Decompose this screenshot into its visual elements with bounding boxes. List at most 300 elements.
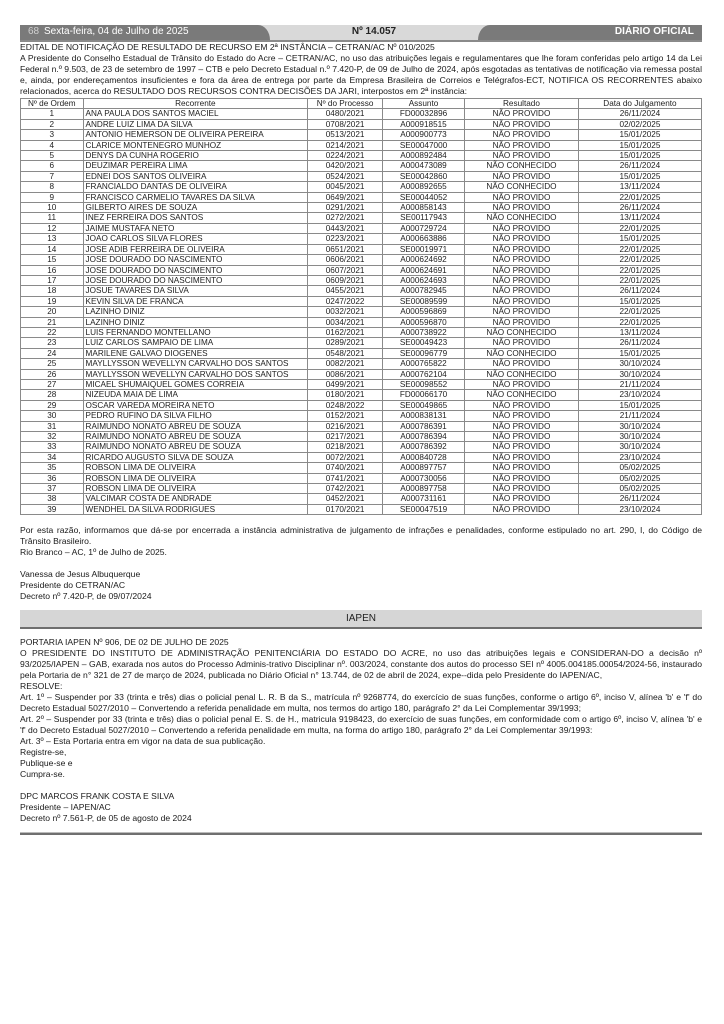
cell-resultado: NÃO PROVIDO	[465, 421, 579, 431]
cell-recorrente: JOSE DOURADO DO NASCIMENTO	[83, 255, 308, 265]
cell-data: 23/10/2024	[578, 390, 701, 400]
table-row	[21, 473, 702, 483]
cell-processo: 0513/2021	[308, 130, 383, 140]
cell-ordem: 26	[21, 369, 84, 379]
cell-ordem: 7	[21, 171, 84, 181]
cell-processo: 0223/2021	[308, 234, 383, 244]
bottom-divider	[20, 832, 702, 835]
cell-resultado: NÃO PROVIDO	[465, 130, 579, 140]
cell-ordem: 31	[21, 421, 84, 431]
cell-recorrente: EDNEI DOS SANTOS OLIVEIRA	[83, 171, 308, 181]
cell-processo: 0289/2021	[308, 338, 383, 348]
cell-resultado: NÃO PROVIDO	[465, 203, 579, 213]
cell-assunto: A000738922	[383, 327, 465, 337]
cell-resultado: NÃO CONHECIDO	[465, 369, 579, 379]
cell-processo: 0455/2021	[308, 286, 383, 296]
table-row	[21, 286, 702, 296]
table-row	[21, 307, 702, 317]
cell-data: 26/11/2024	[578, 161, 701, 171]
col-header-data: Data do Julgamento	[578, 99, 701, 109]
cell-resultado: NÃO PROVIDO	[465, 171, 579, 181]
table-row	[21, 182, 702, 192]
cell-recorrente: ROBSON LIMA DE OLIVEIRA	[83, 463, 308, 473]
cell-recorrente: JOAO CARLOS SILVA FLORES	[83, 234, 308, 244]
cell-data: 22/01/2025	[578, 255, 701, 265]
iapen-signatory-role: Presidente – IAPEN/AC	[20, 802, 111, 813]
cell-assunto: FD00032896	[383, 109, 465, 119]
cell-resultado: NÃO PROVIDO	[465, 463, 579, 473]
closing-paragraph: Por esta razão, informamos que dá-se por encerrada a instância administrativa de julgamento de infrações e penalidades, conforme estipulado no art. 290, I, do Código de Trânsito Brasileiro.	[20, 525, 702, 547]
cell-assunto: A000786391	[383, 421, 465, 431]
portaria-article-2: Art. 2º – Suspender por 33 (trinta e três) dias o policial penal E. S. de H., matricula 9198423, do exercício de suas funções, em conformidade com o artigo 6º, inciso V, alínea 'b' e 'f' do Decreto Estadual 5027/2010 – Convertendo a referida penalidade em multa, na forma do artigo 180, parágrafo 2° da Lei Complementar 39/1993:	[20, 714, 702, 736]
cell-resultado: NÃO PROVIDO	[465, 255, 579, 265]
cell-data: 05/02/2025	[578, 473, 701, 483]
cell-data: 22/01/2025	[578, 275, 701, 285]
cell-processo: 0034/2021	[308, 317, 383, 327]
table-row	[21, 223, 702, 233]
iapen-signatory-decree: Decreto nº 7.561-P, de 05 de agosto de 2024	[20, 813, 192, 824]
cell-data: 22/01/2025	[578, 223, 701, 233]
cell-recorrente: MARILENE GALVAO DIOGENES	[83, 348, 308, 358]
table-row	[21, 379, 702, 389]
cell-ordem: 22	[21, 327, 84, 337]
cell-processo: 0607/2021	[308, 265, 383, 275]
cell-assunto: SE00098552	[383, 379, 465, 389]
cell-processo: 0086/2021	[308, 369, 383, 379]
col-header-processo: Nº do Processo	[308, 99, 383, 109]
table-row	[21, 130, 702, 140]
cell-ordem: 27	[21, 379, 84, 389]
cell-recorrente: ROBSON LIMA DE OLIVEIRA	[83, 473, 308, 483]
cell-ordem: 25	[21, 359, 84, 369]
cell-recorrente: ROBSON LIMA DE OLIVEIRA	[83, 484, 308, 494]
closing-registre: Registre-se,	[20, 747, 67, 758]
cell-data: 21/11/2024	[578, 411, 701, 421]
cell-assunto: SE00049423	[383, 338, 465, 348]
cell-ordem: 3	[21, 130, 84, 140]
cell-assunto: SE00047000	[383, 140, 465, 150]
publication-date: Sexta-feira, 04 de Julho de 2025	[44, 26, 189, 37]
iapen-signatory-name: DPC MARCOS FRANK COSTA E SILVA	[20, 791, 175, 802]
portaria-article-3: Art. 3º – Esta Portaria entra em vigor na data de sua publicação.	[20, 736, 266, 747]
cell-processo: 0291/2021	[308, 203, 383, 213]
cell-processo: 0152/2021	[308, 411, 383, 421]
cell-recorrente: JOSUE TAVARES DA SILVA	[83, 286, 308, 296]
cell-recorrente: LAZINHO DINIZ	[83, 317, 308, 327]
cell-assunto: SE00089599	[383, 296, 465, 306]
edital-title: EDITAL DE NOTIFICAÇÃO DE RESULTADO DE RECURSO EM 2ª INSTÂNCIA – CETRAN/AC Nº 010/2025	[20, 42, 435, 52]
cell-assunto: SE00019971	[383, 244, 465, 254]
cell-data: 21/11/2024	[578, 379, 701, 389]
cell-recorrente: RAIMUNDO NONATO ABREU DE SOUZA	[83, 421, 308, 431]
cell-resultado: NÃO PROVIDO	[465, 452, 579, 462]
cell-assunto: A000473089	[383, 161, 465, 171]
cell-assunto: A000730056	[383, 473, 465, 483]
cell-assunto: A000858143	[383, 203, 465, 213]
cell-processo: 0180/2021	[308, 390, 383, 400]
table-row	[21, 432, 702, 442]
cell-assunto: A000624692	[383, 255, 465, 265]
cell-recorrente: WENDHEL DA SILVA RODRIGUES	[83, 504, 308, 514]
table-row	[21, 442, 702, 452]
cell-assunto: A000786394	[383, 432, 465, 442]
cell-ordem: 15	[21, 255, 84, 265]
header-underline	[20, 40, 702, 42]
table-row	[21, 390, 702, 400]
cell-assunto: A000729724	[383, 223, 465, 233]
cell-assunto: SE00044052	[383, 192, 465, 202]
cell-recorrente: RAIMUNDO NONATO ABREU DE SOUZA	[83, 442, 308, 452]
cell-data: 26/11/2024	[578, 109, 701, 119]
table-row	[21, 327, 702, 337]
cell-processo: 0741/2021	[308, 473, 383, 483]
cell-recorrente: JOSE DOURADO DO NASCIMENTO	[83, 265, 308, 275]
cell-processo: 0162/2021	[308, 327, 383, 337]
cell-recorrente: PEDRO RUFINO DA SILVA FILHO	[83, 411, 308, 421]
cell-data: 26/11/2024	[578, 494, 701, 504]
col-header-ordem: Nº de Ordem	[21, 99, 84, 109]
cell-recorrente: MAYLLYSSON WEVELLYN CARVALHO DOS SANTOS	[83, 359, 308, 369]
cell-recorrente: NIZEUDA MAIA DE LIMA	[83, 390, 308, 400]
cell-processo: 0045/2021	[308, 182, 383, 192]
cell-data: 22/01/2025	[578, 307, 701, 317]
cell-ordem: 13	[21, 234, 84, 244]
table-row	[21, 265, 702, 275]
cell-ordem: 20	[21, 307, 84, 317]
cetran-closing	[20, 525, 702, 602]
edition-number: Nº 14.057	[351, 26, 397, 37]
cell-resultado: NÃO PROVIDO	[465, 265, 579, 275]
cell-ordem: 35	[21, 463, 84, 473]
cell-processo: 0214/2021	[308, 140, 383, 150]
cell-assunto: A000624693	[383, 275, 465, 285]
cell-data: 15/01/2025	[578, 348, 701, 358]
table-row	[21, 338, 702, 348]
cell-recorrente: ANTONIO HEMERSON DE OLIVEIRA PEREIRA	[83, 130, 308, 140]
cell-data: 15/01/2025	[578, 140, 701, 150]
table-row	[21, 213, 702, 223]
cell-data: 15/01/2025	[578, 234, 701, 244]
results-table-body	[21, 109, 702, 515]
cell-ordem: 18	[21, 286, 84, 296]
cell-data: 23/10/2024	[578, 504, 701, 514]
cell-data: 30/10/2024	[578, 442, 701, 452]
cell-processo: 0609/2021	[308, 275, 383, 285]
cell-data: 23/10/2024	[578, 452, 701, 462]
section-header-iapen: IAPEN	[20, 610, 702, 629]
cell-ordem: 11	[21, 213, 84, 223]
cell-ordem: 32	[21, 432, 84, 442]
cell-resultado: NÃO PROVIDO	[465, 151, 579, 161]
cell-recorrente: ANA PAULA DOS SANTOS MACIEL	[83, 109, 308, 119]
table-row	[21, 151, 702, 161]
table-row	[21, 171, 702, 181]
portaria-title: PORTARIA IAPEN Nº 906, DE 02 DE JULHO DE 2025	[20, 637, 229, 648]
cell-data: 15/01/2025	[578, 130, 701, 140]
cell-resultado: NÃO PROVIDO	[465, 275, 579, 285]
cell-resultado: NÃO CONHECIDO	[465, 348, 579, 358]
cell-recorrente: FRANCIALDO DANTAS DE OLIVEIRA	[83, 182, 308, 192]
cell-recorrente: JOSE DOURADO DO NASCIMENTO	[83, 275, 308, 285]
cell-assunto: A000840728	[383, 452, 465, 462]
col-header-recorrente: Recorrente	[83, 99, 308, 109]
cell-assunto: FD00066170	[383, 390, 465, 400]
cell-resultado: NÃO PROVIDO	[465, 223, 579, 233]
table-row	[21, 369, 702, 379]
cell-data: 13/11/2024	[578, 213, 701, 223]
cell-recorrente: MICAEL SHUMAIQUEL GOMES CORREIA	[83, 379, 308, 389]
cell-resultado: NÃO PROVIDO	[465, 317, 579, 327]
cell-processo: 0524/2021	[308, 171, 383, 181]
cell-ordem: 37	[21, 484, 84, 494]
iapen-section	[20, 637, 702, 824]
cell-recorrente: RAIMUNDO NONATO ABREU DE SOUZA	[83, 432, 308, 442]
cell-data: 05/02/2025	[578, 484, 701, 494]
cell-data: 26/11/2024	[578, 286, 701, 296]
cell-data: 22/01/2025	[578, 265, 701, 275]
table-row	[21, 484, 702, 494]
cell-recorrente: LAZINHO DINIZ	[83, 307, 308, 317]
cell-processo: 0742/2021	[308, 484, 383, 494]
table-row	[21, 411, 702, 421]
cell-resultado: NÃO PROVIDO	[465, 411, 579, 421]
cell-assunto: A000900773	[383, 130, 465, 140]
cell-ordem: 29	[21, 400, 84, 410]
table-row	[21, 119, 702, 129]
table-row	[21, 140, 702, 150]
cell-data: 22/01/2025	[578, 192, 701, 202]
cell-processo: 0217/2021	[308, 432, 383, 442]
table-row	[21, 275, 702, 285]
cell-resultado: NÃO CONHECIDO	[465, 327, 579, 337]
cell-ordem: 24	[21, 348, 84, 358]
cell-ordem: 9	[21, 192, 84, 202]
table-row	[21, 234, 702, 244]
cell-recorrente: GILBERTO AIRES DE SOUZA	[83, 203, 308, 213]
document-page	[20, 25, 702, 835]
cell-processo: 0072/2021	[308, 452, 383, 462]
cell-data: 13/11/2024	[578, 327, 701, 337]
cell-assunto: A000731161	[383, 494, 465, 504]
cell-assunto: A000918515	[383, 119, 465, 129]
cell-data: 30/10/2024	[578, 432, 701, 442]
cell-resultado: NÃO CONHECIDO	[465, 213, 579, 223]
cell-processo: 0272/2021	[308, 213, 383, 223]
table-row	[21, 255, 702, 265]
cell-recorrente: CLARICE MONTENEGRO MUNHOZ	[83, 140, 308, 150]
cell-ordem: 8	[21, 182, 84, 192]
cell-resultado: NÃO PROVIDO	[465, 432, 579, 442]
cell-ordem: 28	[21, 390, 84, 400]
cell-resultado: NÃO PROVIDO	[465, 379, 579, 389]
edital-intro: A Presidente do Conselho Estadual de Trânsito do Estado do Acre – CETRAN/AC, no uso das atribuições legais e regulamentares que lhe foram conferidas pelo artigo 14 da Lei Federal n.º 9.503, de 23 de setembro de 1997 – CTB e pelo Decreto Estadual n.º 7.420-P, de 09 de Julho de 2024, após esgotadas as tentativas de notificação via remessa postal e, ainda, por endereçamentos insuficientes e fora da área de entrega por parte da Empresa Brasileira de Correios e Telégrafos-ECT, NOTIFICA OS RECORRENTES abaixo relacionados, acerca do RESULTADO DOS RECURSOS CONTRA DECISÕES DA JARI, interpostos em 2ª instância:	[20, 53, 702, 96]
cell-assunto: A000897757	[383, 463, 465, 473]
table-row	[21, 161, 702, 171]
cell-recorrente: LUIZ CARLOS SAMPAIO DE LIMA	[83, 338, 308, 348]
closing-cumpra: Cumpra-se.	[20, 769, 65, 780]
signatory-role: Presidente do CETRAN/AC	[20, 580, 126, 591]
cell-assunto: A000663886	[383, 234, 465, 244]
cell-processo: 0606/2021	[308, 255, 383, 265]
cell-processo: 0248/2022	[308, 400, 383, 410]
closing-place-date: Rio Branco – AC, 1º de Julho de 2025.	[20, 547, 167, 558]
col-header-assunto: Assunto	[383, 99, 465, 109]
table-row	[21, 359, 702, 369]
cell-assunto: A000786392	[383, 442, 465, 452]
cell-recorrente: JOSE ADIB FERREIRA DE OLIVEIRA	[83, 244, 308, 254]
journal-name: DIÁRIO OFICIAL	[614, 26, 694, 37]
cell-ordem: 36	[21, 473, 84, 483]
cell-processo: 0499/2021	[308, 379, 383, 389]
cell-ordem: 5	[21, 151, 84, 161]
cell-resultado: NÃO PROVIDO	[465, 442, 579, 452]
cell-recorrente: LUIS FERNANDO MONTELLANO	[83, 327, 308, 337]
cell-assunto: A000596869	[383, 307, 465, 317]
cell-processo: 0548/2021	[308, 348, 383, 358]
cell-recorrente: DENYS DA CUNHA ROGERIO	[83, 151, 308, 161]
table-row	[21, 348, 702, 358]
cell-data: 13/11/2024	[578, 182, 701, 192]
cell-resultado: NÃO PROVIDO	[465, 473, 579, 483]
table-row	[21, 504, 702, 514]
cell-resultado: NÃO CONHECIDO	[465, 161, 579, 171]
cell-resultado: NÃO PROVIDO	[465, 359, 579, 369]
cell-assunto: A000892484	[383, 151, 465, 161]
cell-assunto: SE00042860	[383, 171, 465, 181]
signatory-name: Vanessa de Jesus Albuquerque	[20, 569, 141, 580]
cell-resultado: NÃO CONHECIDO	[465, 182, 579, 192]
cell-resultado: NÃO PROVIDO	[465, 192, 579, 202]
cell-data: 15/01/2025	[578, 400, 701, 410]
cell-ordem: 33	[21, 442, 84, 452]
col-header-resultado: Resultado	[465, 99, 579, 109]
portaria-intro: O PRESIDENTE DO INSTITUTO DE ADMINISTRAÇÃO PENITENCIÁRIA DO ESTADO DO ACRE, no uso das atribuições legais e CONSIDERAN-DO a decisão nº 93/2025/IAPEN – GAB, exarada nos autos do Processo Adminis-trativo Disciplinar nº. 003/2024, constante dos autos do processo SEI nº 4005.004185.00054/2024-56, instaurado pela Portaria de n° 321 de 27 de março de 2024, publicada no Diário Oficial n° 13.744, de 02 de abril de 2024, expe--dida pelo Presidente do IAPEN/AC,	[20, 648, 702, 681]
cell-ordem: 23	[21, 338, 84, 348]
cell-ordem: 1	[21, 109, 84, 119]
cell-recorrente: DEUZIMAR PEREIRA LIMA	[83, 161, 308, 171]
cell-resultado: NÃO PROVIDO	[465, 504, 579, 514]
cell-recorrente: ANDRE LUIZ LIMA DA SILVA	[83, 119, 308, 129]
cell-data: 26/11/2024	[578, 203, 701, 213]
cell-data: 22/01/2025	[578, 244, 701, 254]
cell-resultado: NÃO PROVIDO	[465, 234, 579, 244]
cell-assunto: A000762104	[383, 369, 465, 379]
cell-ordem: 10	[21, 203, 84, 213]
cell-resultado: NÃO PROVIDO	[465, 307, 579, 317]
cell-resultado: NÃO PROVIDO	[465, 119, 579, 129]
table-row	[21, 192, 702, 202]
cell-ordem: 14	[21, 244, 84, 254]
cell-ordem: 30	[21, 411, 84, 421]
cell-processo: 0452/2021	[308, 494, 383, 504]
cell-resultado: NÃO PROVIDO	[465, 296, 579, 306]
cell-resultado: NÃO PROVIDO	[465, 140, 579, 150]
cell-resultado: NÃO PROVIDO	[465, 400, 579, 410]
cell-resultado: NÃO PROVIDO	[465, 484, 579, 494]
cell-ordem: 19	[21, 296, 84, 306]
cell-resultado: NÃO CONHECIDO	[465, 390, 579, 400]
cell-processo: 0224/2021	[308, 151, 383, 161]
table-row	[21, 452, 702, 462]
cell-data: 30/10/2024	[578, 359, 701, 369]
cell-resultado: NÃO PROVIDO	[465, 338, 579, 348]
cell-processo: 0708/2021	[308, 119, 383, 129]
table-row	[21, 421, 702, 431]
cell-ordem: 39	[21, 504, 84, 514]
cell-assunto: A000897758	[383, 484, 465, 494]
cell-recorrente: MAYLLYSSON WEVELLYN CARVALHO DOS SANTOS	[83, 369, 308, 379]
table-row	[21, 296, 702, 306]
cell-ordem: 6	[21, 161, 84, 171]
cell-assunto: A000624691	[383, 265, 465, 275]
cell-resultado: NÃO PROVIDO	[465, 109, 579, 119]
cell-data: 30/10/2024	[578, 369, 701, 379]
cell-recorrente: JAIME MUSTAFA NETO	[83, 223, 308, 233]
cell-processo: 0649/2021	[308, 192, 383, 202]
cell-assunto: A000892655	[383, 182, 465, 192]
cell-ordem: 17	[21, 275, 84, 285]
cell-processo: 0082/2021	[308, 359, 383, 369]
cell-processo: 0247/2022	[308, 296, 383, 306]
cell-data: 15/01/2025	[578, 171, 701, 181]
cell-assunto: A000765822	[383, 359, 465, 369]
cell-resultado: NÃO PROVIDO	[465, 494, 579, 504]
cell-recorrente: OSCAR VAREDA MOREIRA NETO	[83, 400, 308, 410]
cell-ordem: 16	[21, 265, 84, 275]
cell-data: 15/01/2025	[578, 151, 701, 161]
cell-recorrente: VALCIMAR COSTA DE ANDRADE	[83, 494, 308, 504]
cetran-section	[20, 42, 702, 97]
cell-ordem: 2	[21, 119, 84, 129]
cell-recorrente: KEVIN SILVA DE FRANCA	[83, 296, 308, 306]
cell-assunto: A000838131	[383, 411, 465, 421]
table-header-row	[21, 99, 702, 109]
cell-processo: 0443/2021	[308, 223, 383, 233]
cell-processo: 0740/2021	[308, 463, 383, 473]
cell-resultado: NÃO PROVIDO	[465, 286, 579, 296]
table-row	[21, 203, 702, 213]
cell-data: 22/01/2025	[578, 317, 701, 327]
portaria-resolve: RESOLVE:	[20, 681, 63, 692]
cell-assunto: SE00047519	[383, 504, 465, 514]
table-row	[21, 494, 702, 504]
closing-publique: Publique-se e	[20, 758, 73, 769]
cell-data: 26/11/2024	[578, 338, 701, 348]
cell-recorrente: INEZ FERREIRA DOS SANTOS	[83, 213, 308, 223]
cell-processo: 0480/2021	[308, 109, 383, 119]
cell-assunto: SE00049865	[383, 400, 465, 410]
cell-data: 02/02/2025	[578, 119, 701, 129]
cell-ordem: 34	[21, 452, 84, 462]
signatory-decree: Decreto nº 7.420-P, de 09/07/2024	[20, 591, 152, 602]
cell-data: 15/01/2025	[578, 296, 701, 306]
cell-recorrente: FRANCISCO CARMELIO TAVARES DA SILVA	[83, 192, 308, 202]
cell-processo: 0420/2021	[308, 161, 383, 171]
cell-assunto: SE00117943	[383, 213, 465, 223]
results-table	[20, 98, 702, 515]
cell-ordem: 4	[21, 140, 84, 150]
cell-recorrente: RICARDO AUGUSTO SILVA DE SOUZA	[83, 452, 308, 462]
table-row	[21, 400, 702, 410]
table-row	[21, 109, 702, 119]
page-number: 68	[28, 26, 40, 37]
cell-ordem: 21	[21, 317, 84, 327]
cell-assunto: A000782945	[383, 286, 465, 296]
cell-assunto: SE00096779	[383, 348, 465, 358]
cell-ordem: 38	[21, 494, 84, 504]
cell-processo: 0170/2021	[308, 504, 383, 514]
page-header	[20, 25, 702, 42]
